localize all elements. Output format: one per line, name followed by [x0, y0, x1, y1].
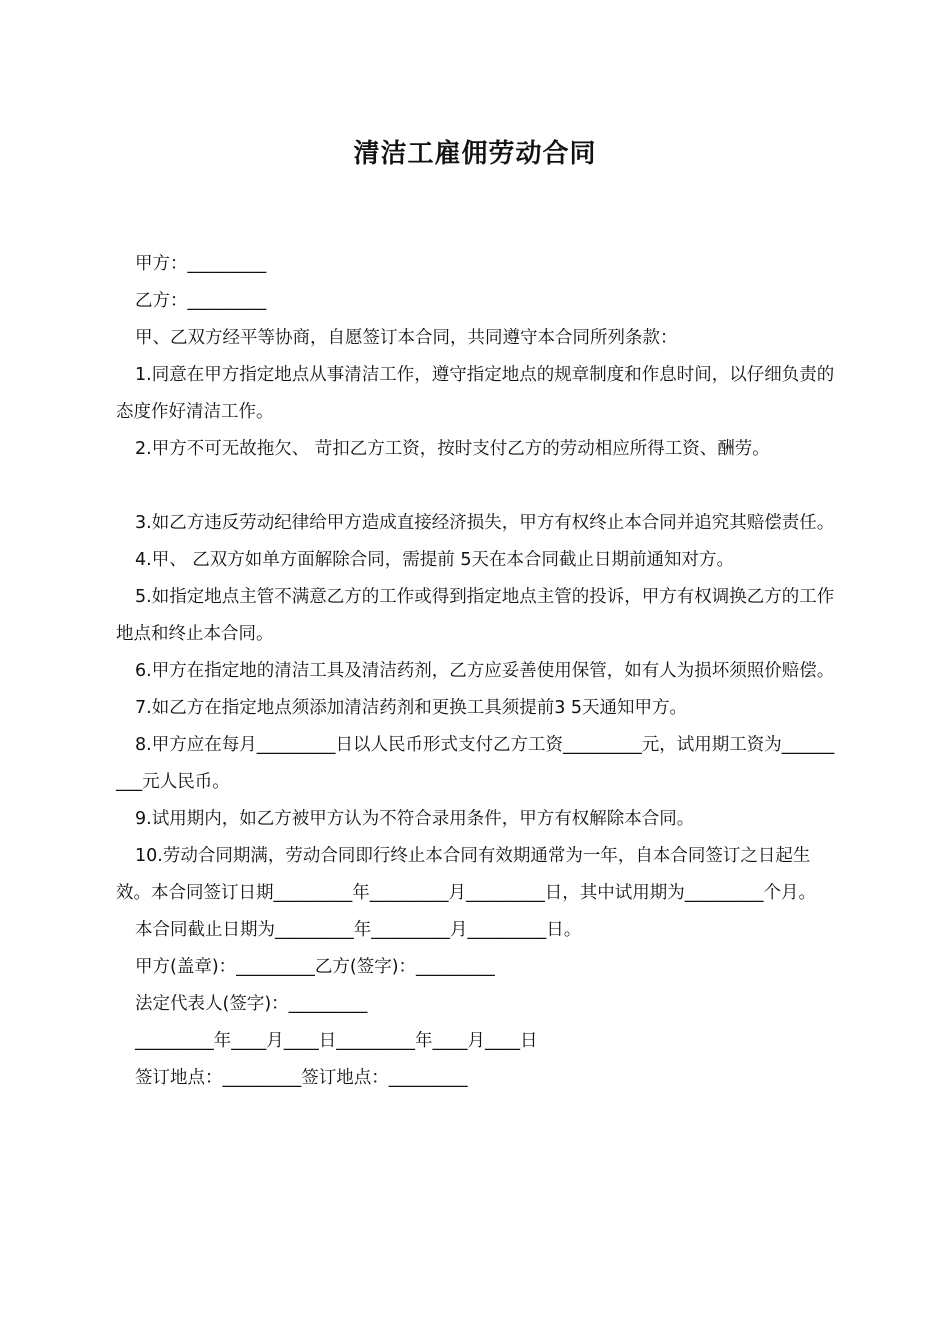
date-line: _________年____月____日_________年____月____日 — [135, 1031, 538, 1051]
clause-5: 5.如指定地点主管不满意乙方的工作或得到指定地点主管的投诉，甲方有权调换乙方的工作地点和终止本合同。 — [116, 587, 835, 644]
signature-line: 甲方(盖章)：_________乙方(签字)：_________ — [135, 957, 495, 977]
signing-place-line: 签订地点：_________签订地点：_________ — [135, 1068, 468, 1088]
party-b-line: 乙方：_________ — [135, 291, 267, 311]
clause-4: 4.甲、 乙双方如单方面解除合同，需提前 5天在本合同截止日期前通知对方。 — [135, 550, 734, 570]
end-date-line: 本合同截止日期为_________年_________月_________日。 — [135, 920, 582, 940]
clause-2: 2.甲方不可无故拖欠、 苛扣乙方工资，按时支付乙方的劳动相应所得工资、酬劳。 — [135, 439, 770, 459]
preamble: 甲、乙双方经平等协商，自愿签订本合同，共同遵守本合同所列条款： — [135, 328, 678, 348]
clause-8: 8.甲方应在每月_________日以人民币形式支付乙方工资_________元，试用期工资为_________元人民币。 — [116, 735, 835, 792]
clause-3: 3.如乙方违反劳动纪律给甲方造成直接经济损失，甲方有权终止本合同并追究其赔偿责任。 — [135, 513, 835, 533]
legal-representative-line: 法定代表人(签字)：_________ — [135, 994, 368, 1014]
clause-6: 6.甲方在指定地的清洁工具及清洁药剂，乙方应妥善使用保管，如有人为损坏须照价赔偿。 — [135, 661, 835, 681]
clause-10: 10.劳动合同期满，劳动合同即行终止本合同有效期通常为一年，自本合同签订之日起生效。本合同签订日期_________年_________月_________日，其中试用期为_________个月。 — [116, 846, 816, 903]
paragraph-gap — [116, 468, 836, 505]
document-title: 清洁工雇佣劳动合同 — [353, 139, 597, 169]
clause-7: 7.如乙方在指定地点须添加清洁药剂和更换工具须提前3 5天通知甲方。 — [135, 698, 688, 718]
contract-body — [116, 246, 836, 1097]
clause-1: 1.同意在甲方指定地点从事清洁工作，遵守指定地点的规章制度和作息时间，以仔细负责的态度作好清洁工作。 — [116, 365, 835, 422]
clause-9: 9.试用期内，如乙方被甲方认为不符合录用条件，甲方有权解除本合同。 — [135, 809, 695, 829]
party-a-line: 甲方：_________ — [135, 254, 267, 274]
